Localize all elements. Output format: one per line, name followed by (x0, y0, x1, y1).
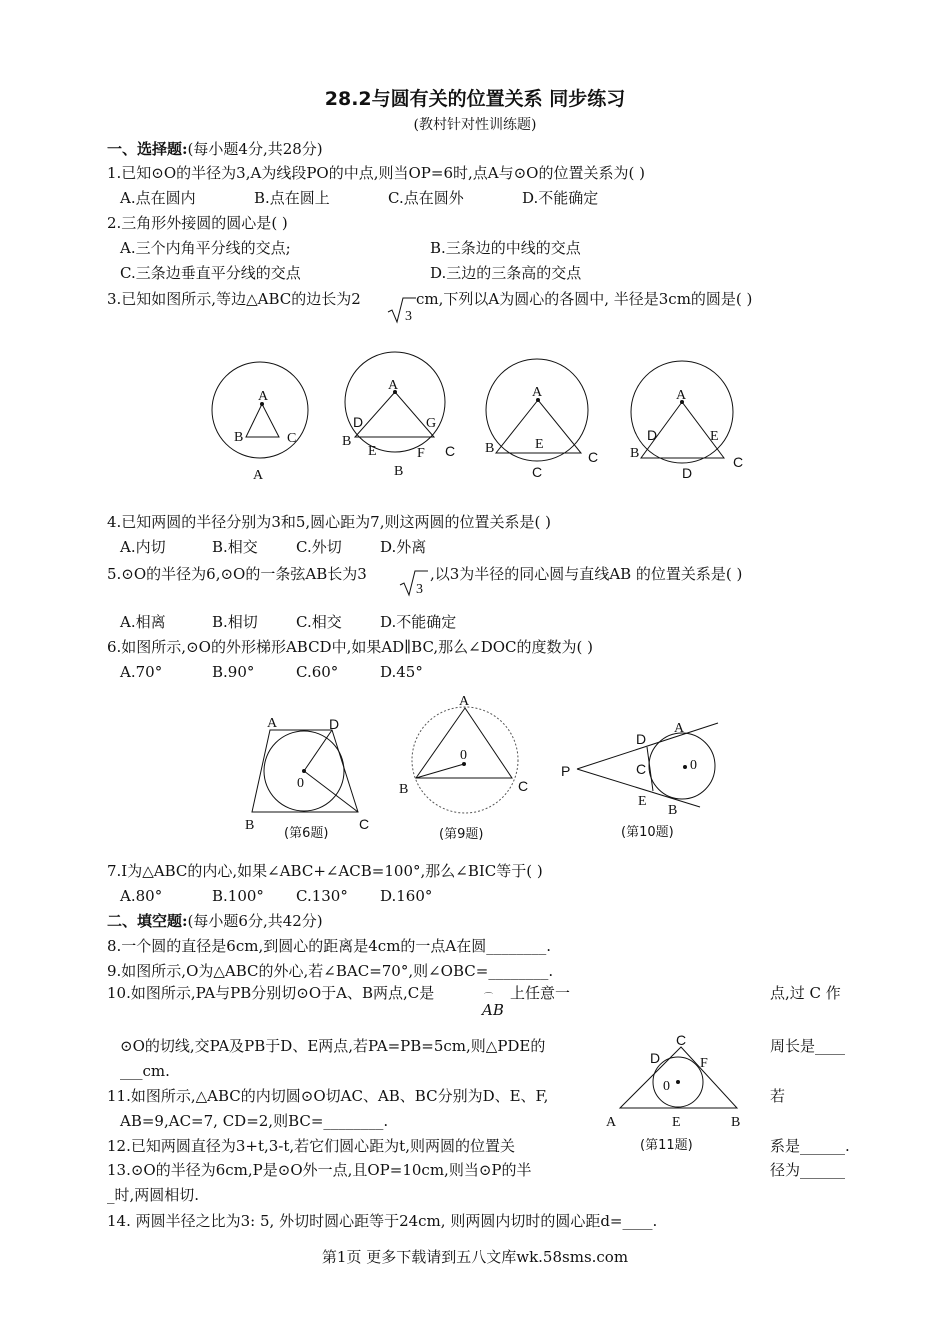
label-b: B (668, 803, 678, 818)
label-a: A (388, 378, 399, 393)
q4-option-a: A.内切 (120, 538, 166, 556)
q7-option-d: D.160° (380, 887, 433, 905)
label-d: D (636, 731, 647, 747)
section1-title (107, 140, 323, 158)
center-dot (676, 1080, 680, 1084)
label-o: 0 (460, 748, 467, 763)
q3-figures (200, 340, 780, 490)
segment-od (304, 730, 332, 771)
question-6: 6.如图所示,⊙O的外形梯形ABCD中,如果AD∥BC,那么∠DOC的度数为( ) (107, 638, 593, 656)
figure-label: C (532, 464, 543, 480)
label-c: C (287, 431, 297, 446)
figure-6 (245, 716, 369, 841)
section2-heading: 二、填空题: (107, 912, 188, 930)
label-b: B (731, 1115, 741, 1130)
label-a: A (674, 721, 685, 736)
section1-note: (每小题4分,共28分) (187, 140, 323, 158)
question-4: 4.已知两圆的半径分别为3和5,圆心距为7,则这两圆的位置关系是( ) (107, 513, 551, 531)
figure-10-caption: (第10题) (621, 825, 674, 840)
section1-heading: 一、选择题: (107, 140, 188, 158)
q5-option-a: A.相离 (120, 613, 166, 631)
label-p: P (561, 763, 571, 779)
question-5-part2: ,以3为半径的同心圆与直线AB 的位置关系是( ) (430, 565, 743, 583)
q6-option-b: B.90° (212, 663, 255, 681)
q5-option-d: D.不能确定 (380, 613, 457, 631)
label-b: B (245, 818, 255, 833)
figure-3-option-b (342, 352, 455, 479)
triangle-abc (246, 404, 279, 437)
figure-3-option-a (212, 362, 308, 483)
label-a: A (258, 389, 269, 404)
page-footer: 第1页 更多下载请到五八文库wk.58sms.com (321, 1248, 629, 1266)
label-e: E (672, 1115, 681, 1130)
q6-option-a: A.70° (120, 663, 163, 681)
question-13-part-c: _时,两圆相切. (107, 1186, 200, 1204)
q4-option-b: B.相交 (212, 538, 258, 556)
question-3-part2: cm,下列以A为圆心的各圆中, 半径是3cm的圆是( ) (416, 290, 753, 308)
figure-label: D (682, 465, 693, 481)
q2-option-c: C.三条边垂直平分线的交点 (120, 264, 301, 282)
page-title: 28.2与圆有关的位置关系 同步练习 (324, 88, 626, 110)
q4-option-d: D.外离 (380, 538, 427, 556)
label-e: E (710, 429, 719, 444)
segment-ob (416, 764, 464, 778)
arc-ab: AB (482, 1001, 504, 1019)
question-8: 8.一个圆的直径是6cm,到圆心的距离是4cm的一点A在圆________. (107, 937, 552, 955)
question-13-part-a: 13.⊙O的半径为6cm,P是⊙O外一点,且OP=10cm,则当⊙P的半 (107, 1161, 532, 1179)
center-dot (683, 765, 687, 769)
question-12-part-a: 12.已知两圆直径为3+t,3-t,若它们圆心距为t,则两圆的位置关 (107, 1137, 515, 1155)
figures-6-9-10 (240, 690, 720, 850)
question-10-part-b: 上任意一 (510, 984, 571, 1002)
label-e: E (368, 444, 377, 459)
q2-option-d: D.三边的三条高的交点 (430, 264, 582, 282)
figure-3-option-d (630, 361, 743, 481)
label-c: C (733, 454, 744, 470)
q7-option-b: B.100° (212, 887, 264, 905)
label-f: F (700, 1056, 708, 1071)
question-14: 14. 两圆半径之比为3: 5, 外切时圆心距等于24cm, 则两圆内切时的圆心距d=____. (107, 1212, 658, 1230)
q6-option-d: D.45° (380, 663, 423, 681)
label-d: D (329, 716, 340, 732)
label-c: C (445, 443, 456, 459)
label-e: E (638, 794, 647, 809)
question-1: 1.已知⊙O的半径为3,A为线段PO的中点,则当OP=6时,点A与⊙O的位置关系为( ) (107, 164, 645, 182)
figure-9-caption: (第9题) (439, 827, 484, 842)
tangent-de (647, 747, 653, 791)
question-11-part-c: AB=9,AC=7, CD=2,则BC=________. (120, 1112, 389, 1130)
q1-option-b: B.点在圆上 (254, 189, 330, 207)
figure-11 (600, 1030, 750, 1160)
label-c: C (518, 778, 529, 794)
circle (631, 361, 733, 463)
triangle-abc (620, 1047, 737, 1108)
q2-option-b: B.三条边的中线的交点 (430, 239, 581, 257)
q6-option-c: C.60° (296, 663, 339, 681)
figure-6-caption: (第6题) (284, 826, 329, 841)
figure-label: A (253, 468, 264, 483)
figure-9 (399, 694, 528, 842)
figure-11-caption: (第11题) (640, 1138, 693, 1153)
label-e: E (535, 437, 544, 452)
label-c: C (588, 449, 599, 465)
sqrt-3-symbol (386, 296, 416, 324)
question-11-part-b: 若 (770, 1087, 786, 1105)
label-b: B (342, 434, 352, 449)
q2-option-a: A.三个内角平分线的交点; (120, 239, 291, 257)
question-10-part-a: 10.如图所示,PA与PB分别切⊙O于A、B两点,C是 (107, 984, 435, 1002)
question-13-part-b: 径为______ (770, 1161, 846, 1179)
center-dot (302, 769, 306, 773)
figure-3-option-c (485, 359, 598, 480)
question-12-part-b: 系是______. (770, 1137, 850, 1155)
label-g: G (426, 416, 437, 431)
figure-10 (561, 721, 718, 840)
question-7: 7.I为△ABC的内心,如果∠ABC+∠ACB=100°,那么∠BIC等于( ) (107, 862, 543, 880)
label-d: D (353, 414, 364, 430)
arc-symbol: ⌒ (484, 993, 494, 1003)
label-c: C (636, 761, 647, 777)
label-b: B (630, 446, 640, 461)
question-9: 9.如图所示,O为△ABC的外心,若∠BAC=70°,则∠OBC=________. (107, 962, 554, 980)
label-o: 0 (297, 776, 304, 791)
label-c: C (676, 1032, 687, 1048)
label-d: D (650, 1050, 661, 1066)
q5-option-c: C.相交 (296, 613, 342, 631)
q7-option-c: C.130° (296, 887, 348, 905)
segment-oc (304, 771, 358, 812)
q1-option-a: A.点在圆内 (120, 189, 196, 207)
label-b: B (485, 441, 495, 456)
label-b: B (399, 782, 409, 797)
question-2: 2.三角形外接圆的圆心是( ) (107, 214, 288, 232)
label-a: A (459, 694, 470, 709)
section2-title (107, 912, 323, 930)
q5-radicand: 3 (416, 582, 423, 597)
question-10-part-f: ___cm. (120, 1062, 170, 1080)
figure-label: B (394, 464, 404, 479)
label-d: D (647, 427, 658, 443)
label-c: C (359, 816, 370, 832)
q7-option-a: A.80° (120, 887, 163, 905)
label-a: A (267, 716, 278, 731)
label-o: 0 (690, 758, 697, 773)
circle-o (649, 733, 715, 799)
q1-option-c: C.点在圆外 (388, 189, 464, 207)
q5-option-b: B.相切 (212, 613, 258, 631)
question-11-part-a: 11.如图所示,△ABC的内切圆⊙O切AC、AB、BC分别为D、E、F, (107, 1087, 549, 1105)
section2-note: (每小题6分,共42分) (187, 912, 323, 930)
page-subtitle: (教村针对性训练题) (413, 117, 537, 133)
label-o: 0 (663, 1079, 670, 1094)
question-10-part-e: 周长是____ (770, 1037, 846, 1055)
label-f: F (417, 446, 425, 461)
question-10-part-c: 点,过 C 作 (770, 984, 841, 1002)
sqrt-3-symbol (398, 569, 428, 597)
question-3-part1: 3.已知如图所示,等边△ABC的边长为2 (107, 290, 361, 308)
label-b: B (234, 430, 244, 445)
triangle-abc (355, 392, 437, 437)
q1-option-d: D.不能确定 (522, 189, 599, 207)
q4-option-c: C.外切 (296, 538, 342, 556)
label-a: A (676, 388, 687, 403)
q3-radicand: 3 (405, 309, 412, 324)
label-a: A (532, 385, 543, 400)
question-10-part-d: ⊙O的切线,交PA及PB于D、E两点,若PA=PB=5cm,则△PDE的 (120, 1037, 546, 1055)
question-5-part1: 5.⊙O的半径为6,⊙O的一条弦AB长为3 (107, 565, 367, 583)
label-a: A (606, 1115, 617, 1130)
